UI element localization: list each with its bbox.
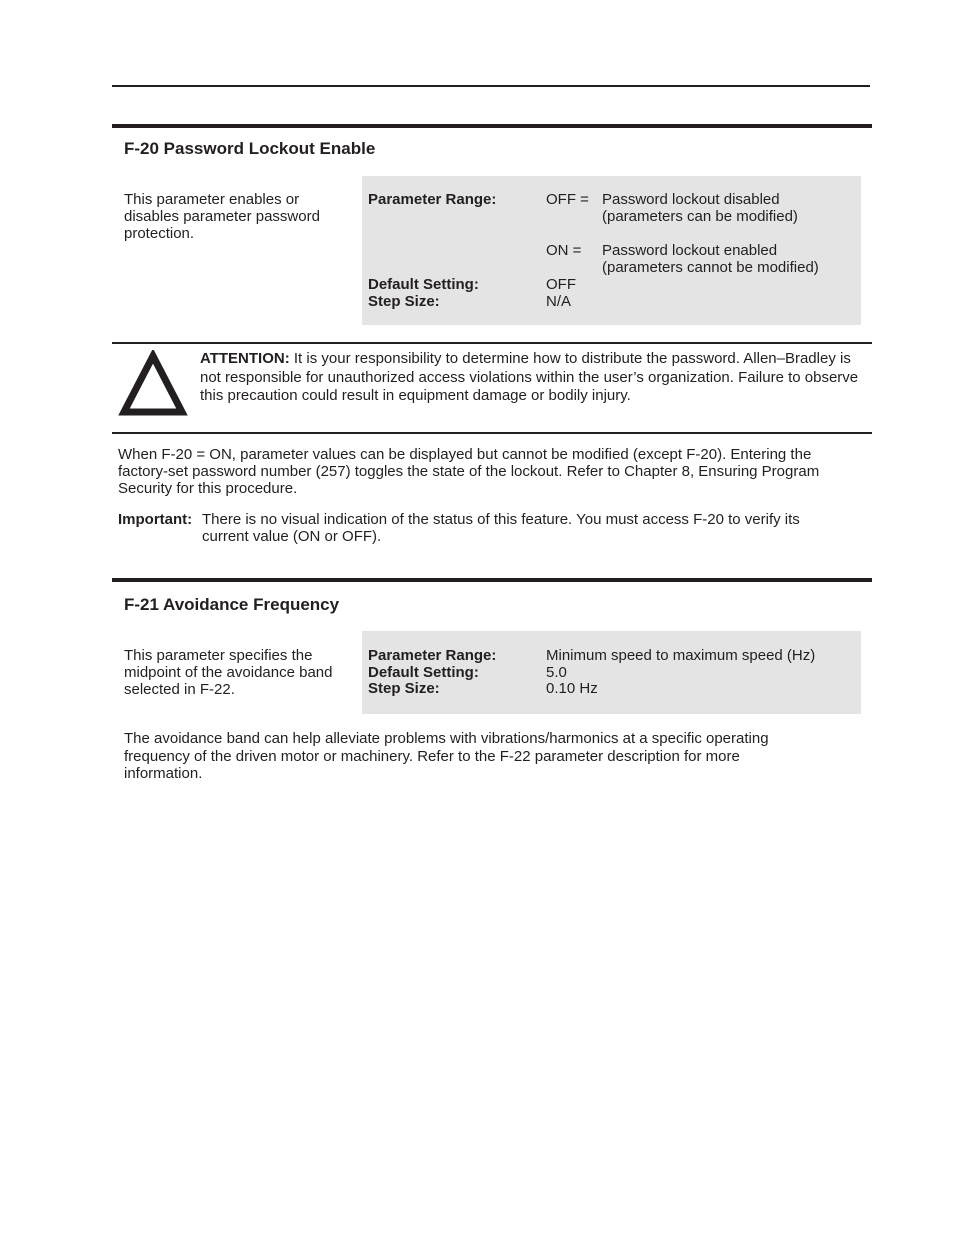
f20-description: This parameter enables or disables parameter password protection. xyxy=(124,191,320,242)
section-rule-f21 xyxy=(112,578,872,582)
f20-default-value: OFF xyxy=(546,276,576,293)
f20-default-label: Default Setting: xyxy=(368,276,479,293)
attention-top-rule xyxy=(112,342,872,344)
f20-off-key: OFF = xyxy=(546,191,589,208)
f21-parameter-panel xyxy=(362,631,861,714)
f20-body-paragraph: When F-20 = ON, parameter values can be displayed but cannot be modified (except F-20). Entering the factory-set password number (257) toggles the state of the lockout. Refer to Chapter 8, Ensuring Program Security for this procedure. xyxy=(118,446,820,497)
attention-label: ATTENTION: xyxy=(200,350,290,367)
f20-step-value: N/A xyxy=(546,293,572,310)
attention-bottom-rule xyxy=(112,432,872,434)
f20-on-line2: (parameters cannot be modified) xyxy=(602,259,819,276)
f21-default-label: Default Setting: xyxy=(368,664,479,681)
header-rule xyxy=(112,85,870,87)
f20-off-line1: Password lockout disabled xyxy=(602,191,780,208)
section-title-f21: F-21 Avoidance Frequency xyxy=(124,595,340,614)
f20-on-line1: Password lockout enabled xyxy=(602,242,778,259)
attention-message xyxy=(200,350,860,406)
important-label: Important: xyxy=(118,511,193,528)
f21-body-paragraph: The avoidance band can help alleviate problems with vibrations/harmonics at a specific operating frequency of the driven motor or machinery. Refer to the F-22 parameter description for more information. xyxy=(124,730,769,782)
f21-range-value: Minimum speed to maximum speed (Hz) xyxy=(546,647,816,664)
important-text: There is no visual indication of the status of this feature. You must access F-20 to verify its current value (ON or OFF). xyxy=(202,511,800,545)
f20-step-label: Step Size: xyxy=(368,293,440,310)
f21-step-value: 0.10 Hz xyxy=(546,680,598,697)
f21-description: This parameter specifies the midpoint of the avoidance band selected in F-22. xyxy=(124,647,333,698)
f21-range-label: Parameter Range: xyxy=(368,647,497,664)
warning-triangle-icon xyxy=(118,350,188,416)
section-title-f20: F-20 Password Lockout Enable xyxy=(124,139,376,158)
f21-default-value: 5.0 xyxy=(546,664,567,681)
f21-step-label: Step Size: xyxy=(368,680,440,697)
f20-parameter-panel xyxy=(362,176,861,325)
f20-range-label: Parameter Range: xyxy=(368,191,497,208)
f20-on-key: ON = xyxy=(546,242,582,259)
section-rule-f20 xyxy=(112,124,872,128)
attention-text: It is your responsibility to determine how to distribute the password. Allen–Bradley is not responsible for unauthorized access violations within the user’s organization. Failure to observe this precaution could result in equipment damage or bodily injury. xyxy=(200,350,859,404)
f20-off-line2: (parameters can be modified) xyxy=(602,208,798,225)
